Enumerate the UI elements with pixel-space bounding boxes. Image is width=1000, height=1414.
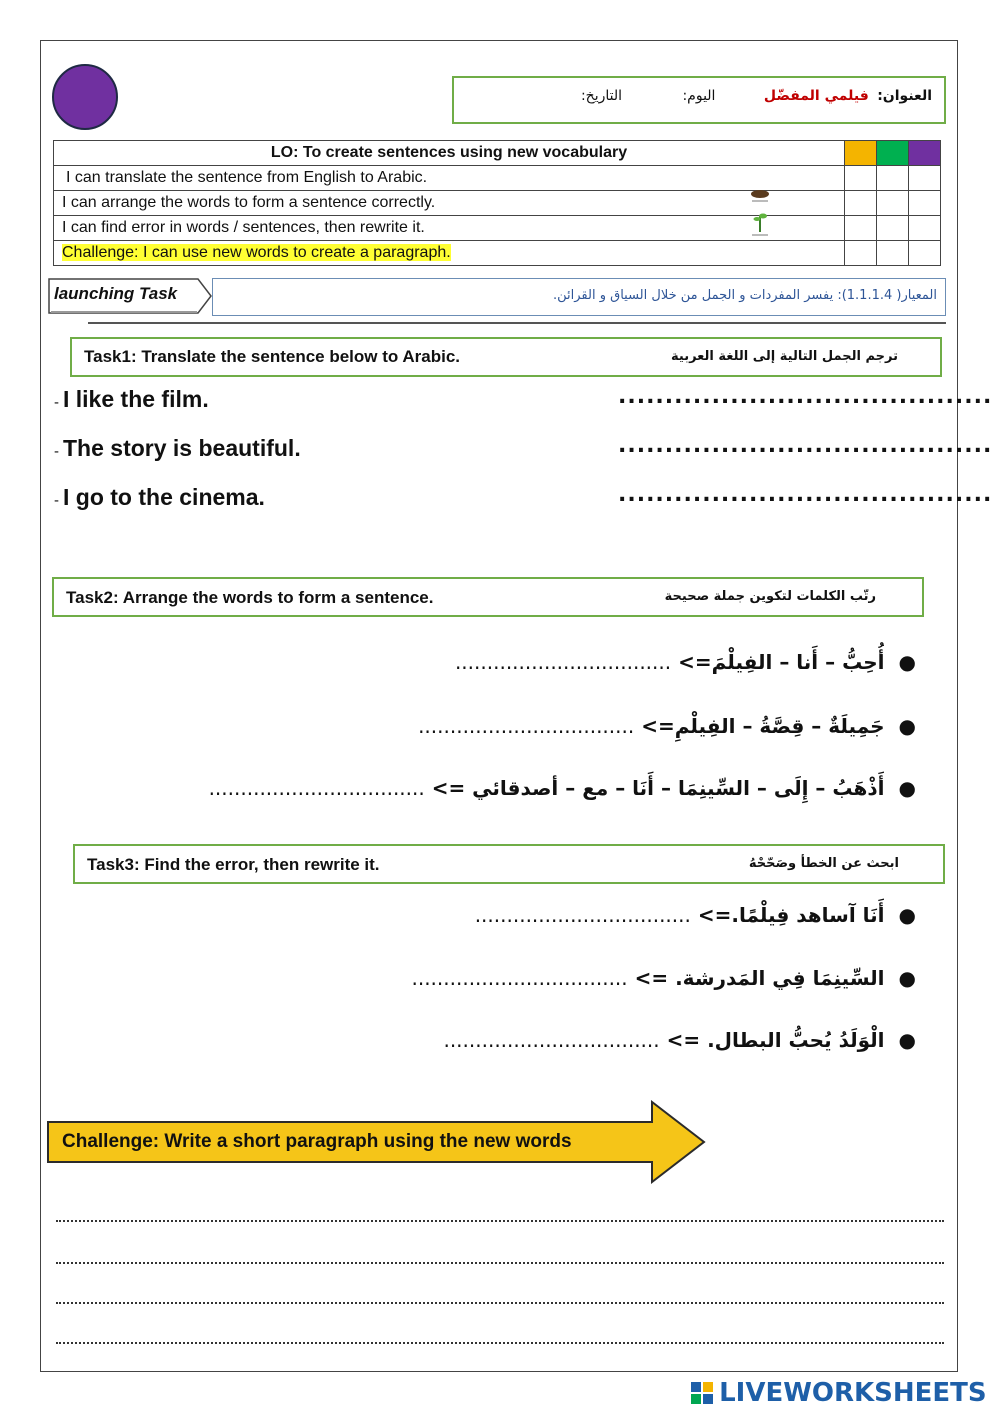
lo-row [54,166,941,191]
task3-title-ar: ابحث عن الخطأ وصَحّحْهُ [748,856,899,871]
task2-title: Task2: Arrange the words to form a sentence. [66,588,434,607]
lo-row-text [54,241,845,266]
answer-line[interactable]: .................................. [411,966,628,990]
lo-row [54,191,941,216]
task3-item: ●أَنَا آساهد فِيلْمًا.=> .................................. [474,903,916,927]
seed-sprout-icon [748,186,772,242]
bullet-icon: ● [898,776,916,800]
task2-item: ●جَمِيلَةٌ – قِصَّةُ – الفِيلْمِ=> .................................. [418,714,916,738]
check-cell[interactable] [909,166,941,191]
answer-line[interactable]: .................................. [454,650,672,674]
purple-circle-icon [52,64,118,130]
paragraph-line[interactable] [56,1302,944,1304]
challenge-text: Challenge: Write a short paragraph using the new words [62,1131,572,1152]
color-purple-cell [909,141,941,166]
check-cell[interactable] [845,241,877,266]
lo-row-text: I can arrange the words to form a sentence correctly. [54,191,845,216]
answer-line[interactable]: ........................................ [618,433,993,458]
task1-sentence: - I go to the cinema. [54,484,265,510]
lo-row [54,216,941,241]
check-cell[interactable] [909,216,941,241]
task1-box [70,337,942,377]
answer-line[interactable]: ........................................ [618,482,993,507]
task2-box [52,577,924,617]
check-cell[interactable] [909,241,941,266]
paragraph-line[interactable] [56,1220,944,1222]
check-cell[interactable] [845,166,877,191]
color-green-cell [877,141,909,166]
lo-heading-row [54,141,941,166]
task1-title-ar: ترجم الجمل التالية إلى اللغة العربية [671,349,898,364]
date-label: التاريخ: [580,88,622,104]
task2-title-ar: رتّب الكلمات لتكوين جملة صحيحة [664,589,876,604]
liveworksheets-logo [690,1378,987,1408]
day-label: اليوم: [682,88,716,104]
lo-row-text: I can find error in words / sentences, then rewrite it. [54,216,845,241]
check-cell[interactable] [909,191,941,216]
answer-line[interactable]: ........................................ [618,384,993,409]
answer-line[interactable]: .................................. [208,776,425,800]
check-cell[interactable] [845,191,877,216]
check-cell[interactable] [877,166,909,191]
task2-item: ●أَذْهَبُ – إِلَى – السِّينِمَا – أَنَا – مع – أصدقائي => .................................. [208,776,916,800]
answer-line[interactable]: .................................. [443,1028,660,1052]
bullet-icon: ● [898,1028,916,1052]
liveworksheets-logo-icon [690,1381,714,1405]
check-cell[interactable] [877,191,909,216]
task3-box [73,844,945,884]
header-box [452,76,946,124]
launching-task-label: launching Task [54,284,178,303]
challenge-highlight: Challenge: I can use new words to create a paragraph. [62,244,451,261]
check-cell[interactable] [877,241,909,266]
task3-item: ●السِّينِمَا فِي المَدرشة. => .................................. [411,966,916,990]
task3-item: ●الْوَلَدُ يُحبُّ البطال. => .................................. [443,1028,916,1052]
bullet-icon: ● [898,903,916,927]
color-yellow-cell [845,141,877,166]
title-value: فيلمي المفضّل [763,88,869,104]
lo-table [53,140,941,266]
lo-row-text: I can translate the sentence from English to Arabic. [54,166,845,191]
title-label: العنوان: [877,88,932,104]
task2-item: ●أُحِبُّ – أَنا – الفِيلْمَ=> .................................. [454,650,916,674]
paragraph-line[interactable] [56,1262,944,1264]
task1-sentence: - I like the film. [54,386,209,412]
bullet-icon: ● [898,650,916,674]
paragraph-line[interactable] [56,1342,944,1344]
check-cell[interactable] [845,216,877,241]
task3-title: Task3: Find the error, then rewrite it. [87,855,380,874]
bullet-icon: ● [898,966,916,990]
brand-text: LIVEWORKSHEETS [719,1378,987,1408]
task1-title: Task1: Translate the sentence below to Arabic. [84,347,461,366]
lo-heading: LO: To create sentences using new vocabulary [54,141,845,166]
lo-row [54,241,941,266]
standard-box [212,278,946,316]
answer-line[interactable]: .................................. [474,903,691,927]
answer-line[interactable]: .................................. [418,714,635,738]
standard-text: المعيار( 1.1.1.4): يفسر المفردات و الجمل من خلال السياق و القرائن. [552,288,937,303]
divider [88,322,946,324]
task1-sentence: - The story is beautiful. [54,435,301,461]
check-cell[interactable] [877,216,909,241]
bullet-icon: ● [898,714,916,738]
header-row [581,88,932,104]
